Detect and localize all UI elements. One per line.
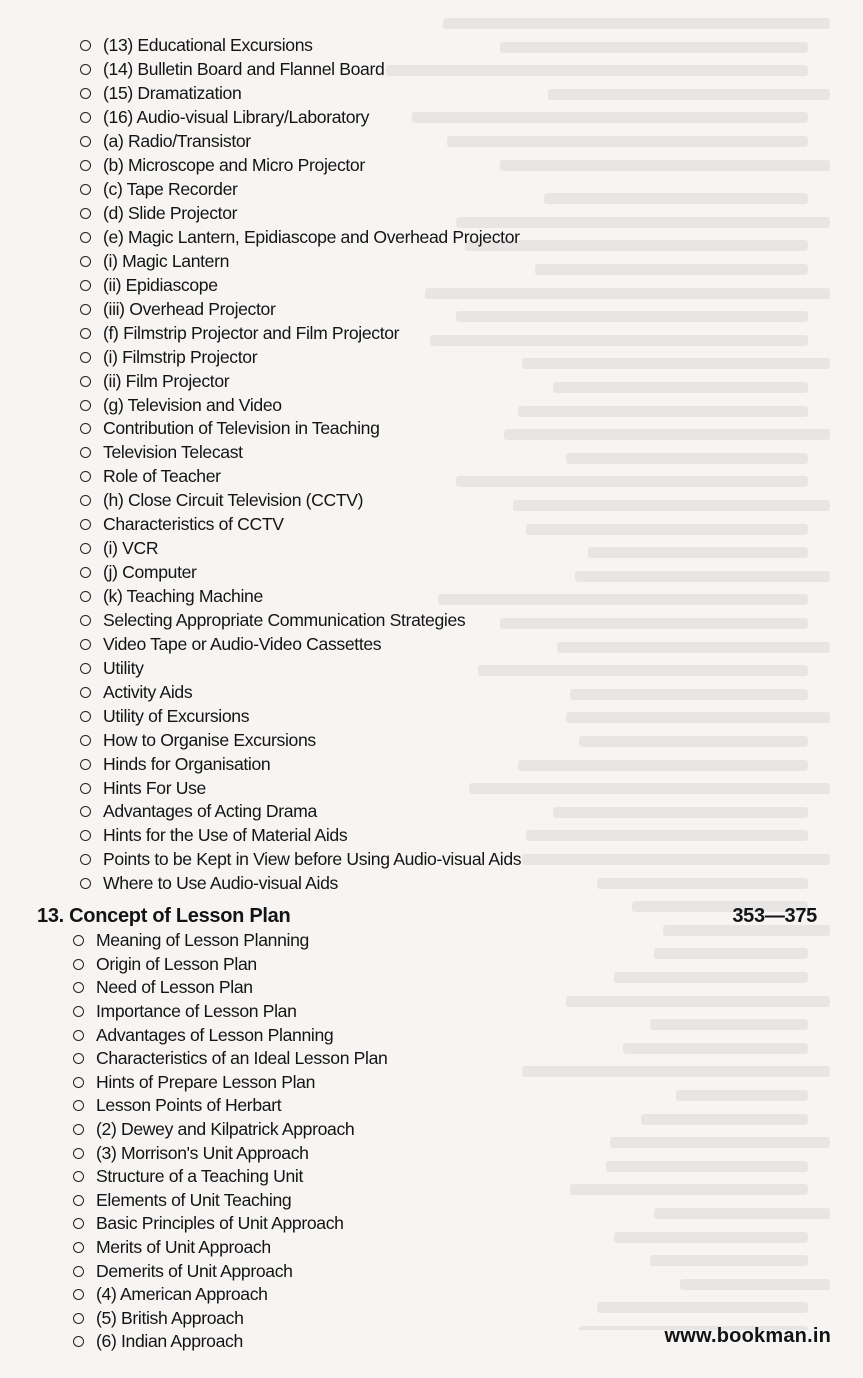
hollow-circle-icon xyxy=(73,1266,84,1277)
bleed-through-line xyxy=(522,1066,830,1077)
list-item-label: Hints of Prepare Lesson Plan xyxy=(96,1071,316,1092)
list-item-label: Characteristics of CCTV xyxy=(103,514,284,535)
list-item-label: Structure of a Teaching Unit xyxy=(96,1166,303,1187)
bleed-through-line xyxy=(610,1137,830,1148)
hollow-circle-icon xyxy=(80,232,91,243)
list-item xyxy=(80,609,521,633)
bleed-through-line xyxy=(650,1019,808,1030)
list-item-label: Elements of Unit Teaching xyxy=(96,1189,292,1210)
list-item-label: (i) Magic Lantern xyxy=(103,250,230,271)
list-item xyxy=(73,1307,387,1331)
list-item-label: (h) Close Circuit Television (CCTV) xyxy=(103,490,364,511)
list-item-label: (13) Educational Excursions xyxy=(103,35,313,56)
list-item xyxy=(80,800,521,824)
bleed-through-line xyxy=(676,1090,808,1101)
bleed-through-line xyxy=(588,547,808,558)
bleed-through-line xyxy=(654,1208,830,1219)
hollow-circle-icon xyxy=(73,1148,84,1159)
hollow-circle-icon xyxy=(73,1124,84,1135)
list-item xyxy=(80,82,521,106)
hollow-circle-icon xyxy=(80,639,91,650)
hollow-circle-icon xyxy=(73,1195,84,1206)
list-item-label: Selecting Appropriate Communication Strategies xyxy=(103,609,466,630)
list-item xyxy=(73,1047,387,1071)
bleed-through-line xyxy=(614,1232,808,1243)
list-item xyxy=(80,632,521,656)
hollow-circle-icon xyxy=(73,1030,84,1041)
list-item-label: (g) Television and Video xyxy=(103,394,282,415)
bleed-through-line xyxy=(553,382,808,393)
hollow-circle-icon xyxy=(80,663,91,674)
list-item xyxy=(80,441,521,465)
hollow-circle-icon xyxy=(80,328,91,339)
hollow-circle-icon xyxy=(80,280,91,291)
list-item xyxy=(80,872,521,896)
bleed-through-line xyxy=(641,1114,808,1125)
list-item xyxy=(73,1094,387,1118)
list-item-label: (a) Radio/Transistor xyxy=(103,131,251,152)
list-item-label: (4) American Approach xyxy=(96,1284,268,1305)
list-item xyxy=(80,489,521,513)
list-item xyxy=(80,178,521,202)
list-item-label: (6) Indian Approach xyxy=(96,1331,243,1352)
list-item-label: (15) Dramatization xyxy=(103,83,242,104)
list-item-label: (ii) Epidiascope xyxy=(103,274,218,295)
list-item xyxy=(73,1000,387,1024)
hollow-circle-icon xyxy=(80,567,91,578)
list-item-label: Importance of Lesson Plan xyxy=(96,1001,297,1022)
list-item xyxy=(73,1118,387,1142)
list-item xyxy=(80,537,521,561)
hollow-circle-icon xyxy=(80,471,91,482)
list-item-label: Hints For Use xyxy=(103,777,206,798)
list-item-label: Origin of Lesson Plan xyxy=(96,953,257,974)
list-item-label: (5) British Approach xyxy=(96,1307,244,1328)
bleed-through-line xyxy=(548,89,830,100)
hollow-circle-icon xyxy=(80,783,91,794)
list-item-label: (f) Filmstrip Projector and Film Projector xyxy=(103,322,400,343)
list-item-label: (i) VCR xyxy=(103,538,159,559)
list-item xyxy=(73,929,387,953)
hollow-circle-icon xyxy=(73,1077,84,1088)
list-item-label: Hinds for Organisation xyxy=(103,753,271,774)
hollow-circle-icon xyxy=(80,687,91,698)
list-item xyxy=(80,202,521,226)
list-item xyxy=(80,704,521,728)
list-item-label: Utility xyxy=(103,657,144,678)
list-item-label: How to Organise Excursions xyxy=(103,729,316,750)
list-item-label: (16) Audio-visual Library/Laboratory xyxy=(103,107,370,128)
list-item xyxy=(80,369,521,393)
hollow-circle-icon xyxy=(80,423,91,434)
bleed-through-line xyxy=(500,618,808,629)
bleed-through-line xyxy=(570,689,808,700)
bleed-through-line xyxy=(606,1161,808,1172)
bleed-through-line xyxy=(526,524,808,535)
list-item-label: Advantages of Lesson Planning xyxy=(96,1024,334,1045)
list-item-label: (14) Bulletin Board and Flannel Board xyxy=(103,59,385,80)
hollow-circle-icon xyxy=(73,1053,84,1064)
hollow-circle-icon xyxy=(80,495,91,506)
list-item xyxy=(73,976,387,1000)
list-item-label: Hints for the Use of Material Aids xyxy=(103,825,348,846)
list-item-label: Advantages of Acting Drama xyxy=(103,801,317,822)
list-item xyxy=(80,776,521,800)
hollow-circle-icon xyxy=(80,400,91,411)
list-item-label: Need of Lesson Plan xyxy=(96,977,253,998)
list-item xyxy=(73,1141,387,1165)
list-item-label: Demerits of Unit Approach xyxy=(96,1260,293,1281)
section-page-range: 353—375 xyxy=(732,904,817,927)
hollow-circle-icon xyxy=(80,806,91,817)
bleed-through-line xyxy=(566,712,830,723)
hollow-circle-icon xyxy=(80,304,91,315)
hollow-circle-icon xyxy=(73,1336,84,1347)
list-item xyxy=(80,345,521,369)
list-item-label: (2) Dewey and Kilpatrick Approach xyxy=(96,1119,355,1140)
list-item-label: Utility of Excursions xyxy=(103,705,250,726)
list-item xyxy=(80,58,521,82)
bleed-through-line xyxy=(518,760,808,771)
hollow-circle-icon xyxy=(80,591,91,602)
list-item xyxy=(80,680,521,704)
bleed-through-line xyxy=(575,571,830,582)
bleed-through-line xyxy=(469,783,830,794)
hollow-circle-icon xyxy=(80,184,91,195)
bleed-through-line xyxy=(544,193,808,204)
bleed-through-line xyxy=(566,996,830,1007)
hollow-circle-icon xyxy=(73,1171,84,1182)
bleed-through-line xyxy=(500,160,830,171)
hollow-circle-icon xyxy=(80,615,91,626)
list-item-label: Contribution of Television in Teaching xyxy=(103,418,380,439)
list-item xyxy=(80,561,521,585)
hollow-circle-icon xyxy=(80,256,91,267)
list-item-label: (3) Morrison's Unit Approach xyxy=(96,1142,309,1163)
hollow-circle-icon xyxy=(80,735,91,746)
hollow-circle-icon xyxy=(80,208,91,219)
bleed-through-line xyxy=(680,1279,830,1290)
list-item-label: Television Telecast xyxy=(103,442,243,463)
list-item-label: Meaning of Lesson Planning xyxy=(96,930,309,951)
bleed-through-line xyxy=(597,1302,808,1313)
section-title: 13. Concept of Lesson Plan xyxy=(37,904,291,927)
list-item-label: Video Tape or Audio-Video Cassettes xyxy=(103,633,382,654)
list-item-label: (e) Magic Lantern, Epidiascope and Overhead Projector xyxy=(103,226,520,247)
list-item xyxy=(80,321,521,345)
hollow-circle-icon xyxy=(73,935,84,946)
bleed-through-line xyxy=(650,1255,808,1266)
list-item-label: (iii) Overhead Projector xyxy=(103,298,276,319)
list-item xyxy=(73,1023,387,1047)
footer-website: www.bookman.in xyxy=(664,1325,831,1347)
bleed-through-line xyxy=(500,42,808,53)
list-item xyxy=(80,465,521,489)
list-item xyxy=(73,1259,387,1283)
bleed-through-line xyxy=(522,854,830,865)
list-item-label: Where to Use Audio-visual Aids xyxy=(103,873,338,894)
list-item xyxy=(80,513,521,537)
list-item xyxy=(73,1236,387,1260)
bleed-through-line xyxy=(553,807,808,818)
list-item-label: Points to be Kept in View before Using Audio-visual Aids xyxy=(103,849,522,870)
list-item-label: Merits of Unit Approach xyxy=(96,1237,271,1258)
list-item-label: Basic Principles of Unit Approach xyxy=(96,1213,344,1234)
list-item xyxy=(73,953,387,977)
hollow-circle-icon xyxy=(80,352,91,363)
list-item-label: (k) Teaching Machine xyxy=(103,586,263,607)
list-item xyxy=(80,154,521,178)
hollow-circle-icon xyxy=(80,376,91,387)
list-item-label: Role of Teacher xyxy=(103,466,221,487)
list-item xyxy=(80,226,521,250)
top-contents-list xyxy=(80,34,521,896)
hollow-circle-icon xyxy=(80,878,91,889)
hollow-circle-icon xyxy=(80,711,91,722)
bleed-through-line xyxy=(526,830,808,841)
hollow-circle-icon xyxy=(73,1289,84,1300)
list-item xyxy=(80,273,521,297)
list-item-label: Activity Aids xyxy=(103,681,193,702)
hollow-circle-icon xyxy=(80,112,91,123)
list-item xyxy=(80,417,521,441)
list-item xyxy=(80,585,521,609)
list-item-label: Lesson Points of Herbart xyxy=(96,1095,282,1116)
hollow-circle-icon xyxy=(80,447,91,458)
list-item xyxy=(73,1189,387,1213)
bleed-through-line xyxy=(535,264,808,275)
list-item-label: (b) Microscope and Micro Projector xyxy=(103,155,365,176)
bleed-through-line xyxy=(579,736,808,747)
hollow-circle-icon xyxy=(73,982,84,993)
bleed-through-line xyxy=(623,1043,808,1054)
hollow-circle-icon xyxy=(80,519,91,530)
hollow-circle-icon xyxy=(80,854,91,865)
bleed-through-line xyxy=(504,429,830,440)
list-item xyxy=(80,130,521,154)
list-item xyxy=(73,1283,387,1307)
bleed-through-line xyxy=(522,358,830,369)
hollow-circle-icon xyxy=(80,543,91,554)
bleed-through-line xyxy=(654,948,808,959)
list-item xyxy=(80,249,521,273)
hollow-circle-icon xyxy=(73,1313,84,1324)
list-item-label: Characteristics of an Ideal Lesson Plan xyxy=(96,1048,388,1069)
list-item xyxy=(73,1071,387,1095)
hollow-circle-icon xyxy=(73,1242,84,1253)
hollow-circle-icon xyxy=(80,88,91,99)
hollow-circle-icon xyxy=(73,1006,84,1017)
list-item xyxy=(73,1212,387,1236)
hollow-circle-icon xyxy=(80,136,91,147)
hollow-circle-icon xyxy=(80,160,91,171)
bleed-through-line xyxy=(570,1184,808,1195)
hollow-circle-icon xyxy=(73,1218,84,1229)
hollow-circle-icon xyxy=(80,64,91,75)
list-item xyxy=(80,752,521,776)
bottom-contents-list xyxy=(73,929,387,1354)
list-item xyxy=(80,728,521,752)
bleed-through-line xyxy=(478,665,808,676)
list-item-label: (i) Filmstrip Projector xyxy=(103,346,258,367)
list-item-label: (d) Slide Projector xyxy=(103,203,238,224)
list-item-label: (c) Tape Recorder xyxy=(103,179,238,200)
list-item xyxy=(80,297,521,321)
hollow-circle-icon xyxy=(73,959,84,970)
hollow-circle-icon xyxy=(80,40,91,51)
list-item-label: (j) Computer xyxy=(103,562,197,583)
bleed-through-line xyxy=(566,453,808,464)
list-item xyxy=(73,1165,387,1189)
list-item xyxy=(73,1330,387,1354)
hollow-circle-icon xyxy=(73,1100,84,1111)
section-heading xyxy=(37,903,817,929)
bleed-through-line xyxy=(597,878,808,889)
bleed-through-line xyxy=(557,642,830,653)
list-item xyxy=(80,393,521,417)
list-item xyxy=(80,34,521,58)
list-item xyxy=(80,848,521,872)
hollow-circle-icon xyxy=(80,759,91,770)
bleed-through-line xyxy=(518,406,808,417)
list-item-label: (ii) Film Projector xyxy=(103,370,230,391)
bleed-through-line xyxy=(614,972,808,983)
bleed-through-line xyxy=(513,500,830,511)
list-item xyxy=(80,656,521,680)
hollow-circle-icon xyxy=(80,830,91,841)
list-item xyxy=(80,824,521,848)
bleed-through-line xyxy=(443,18,830,29)
list-item xyxy=(80,106,521,130)
